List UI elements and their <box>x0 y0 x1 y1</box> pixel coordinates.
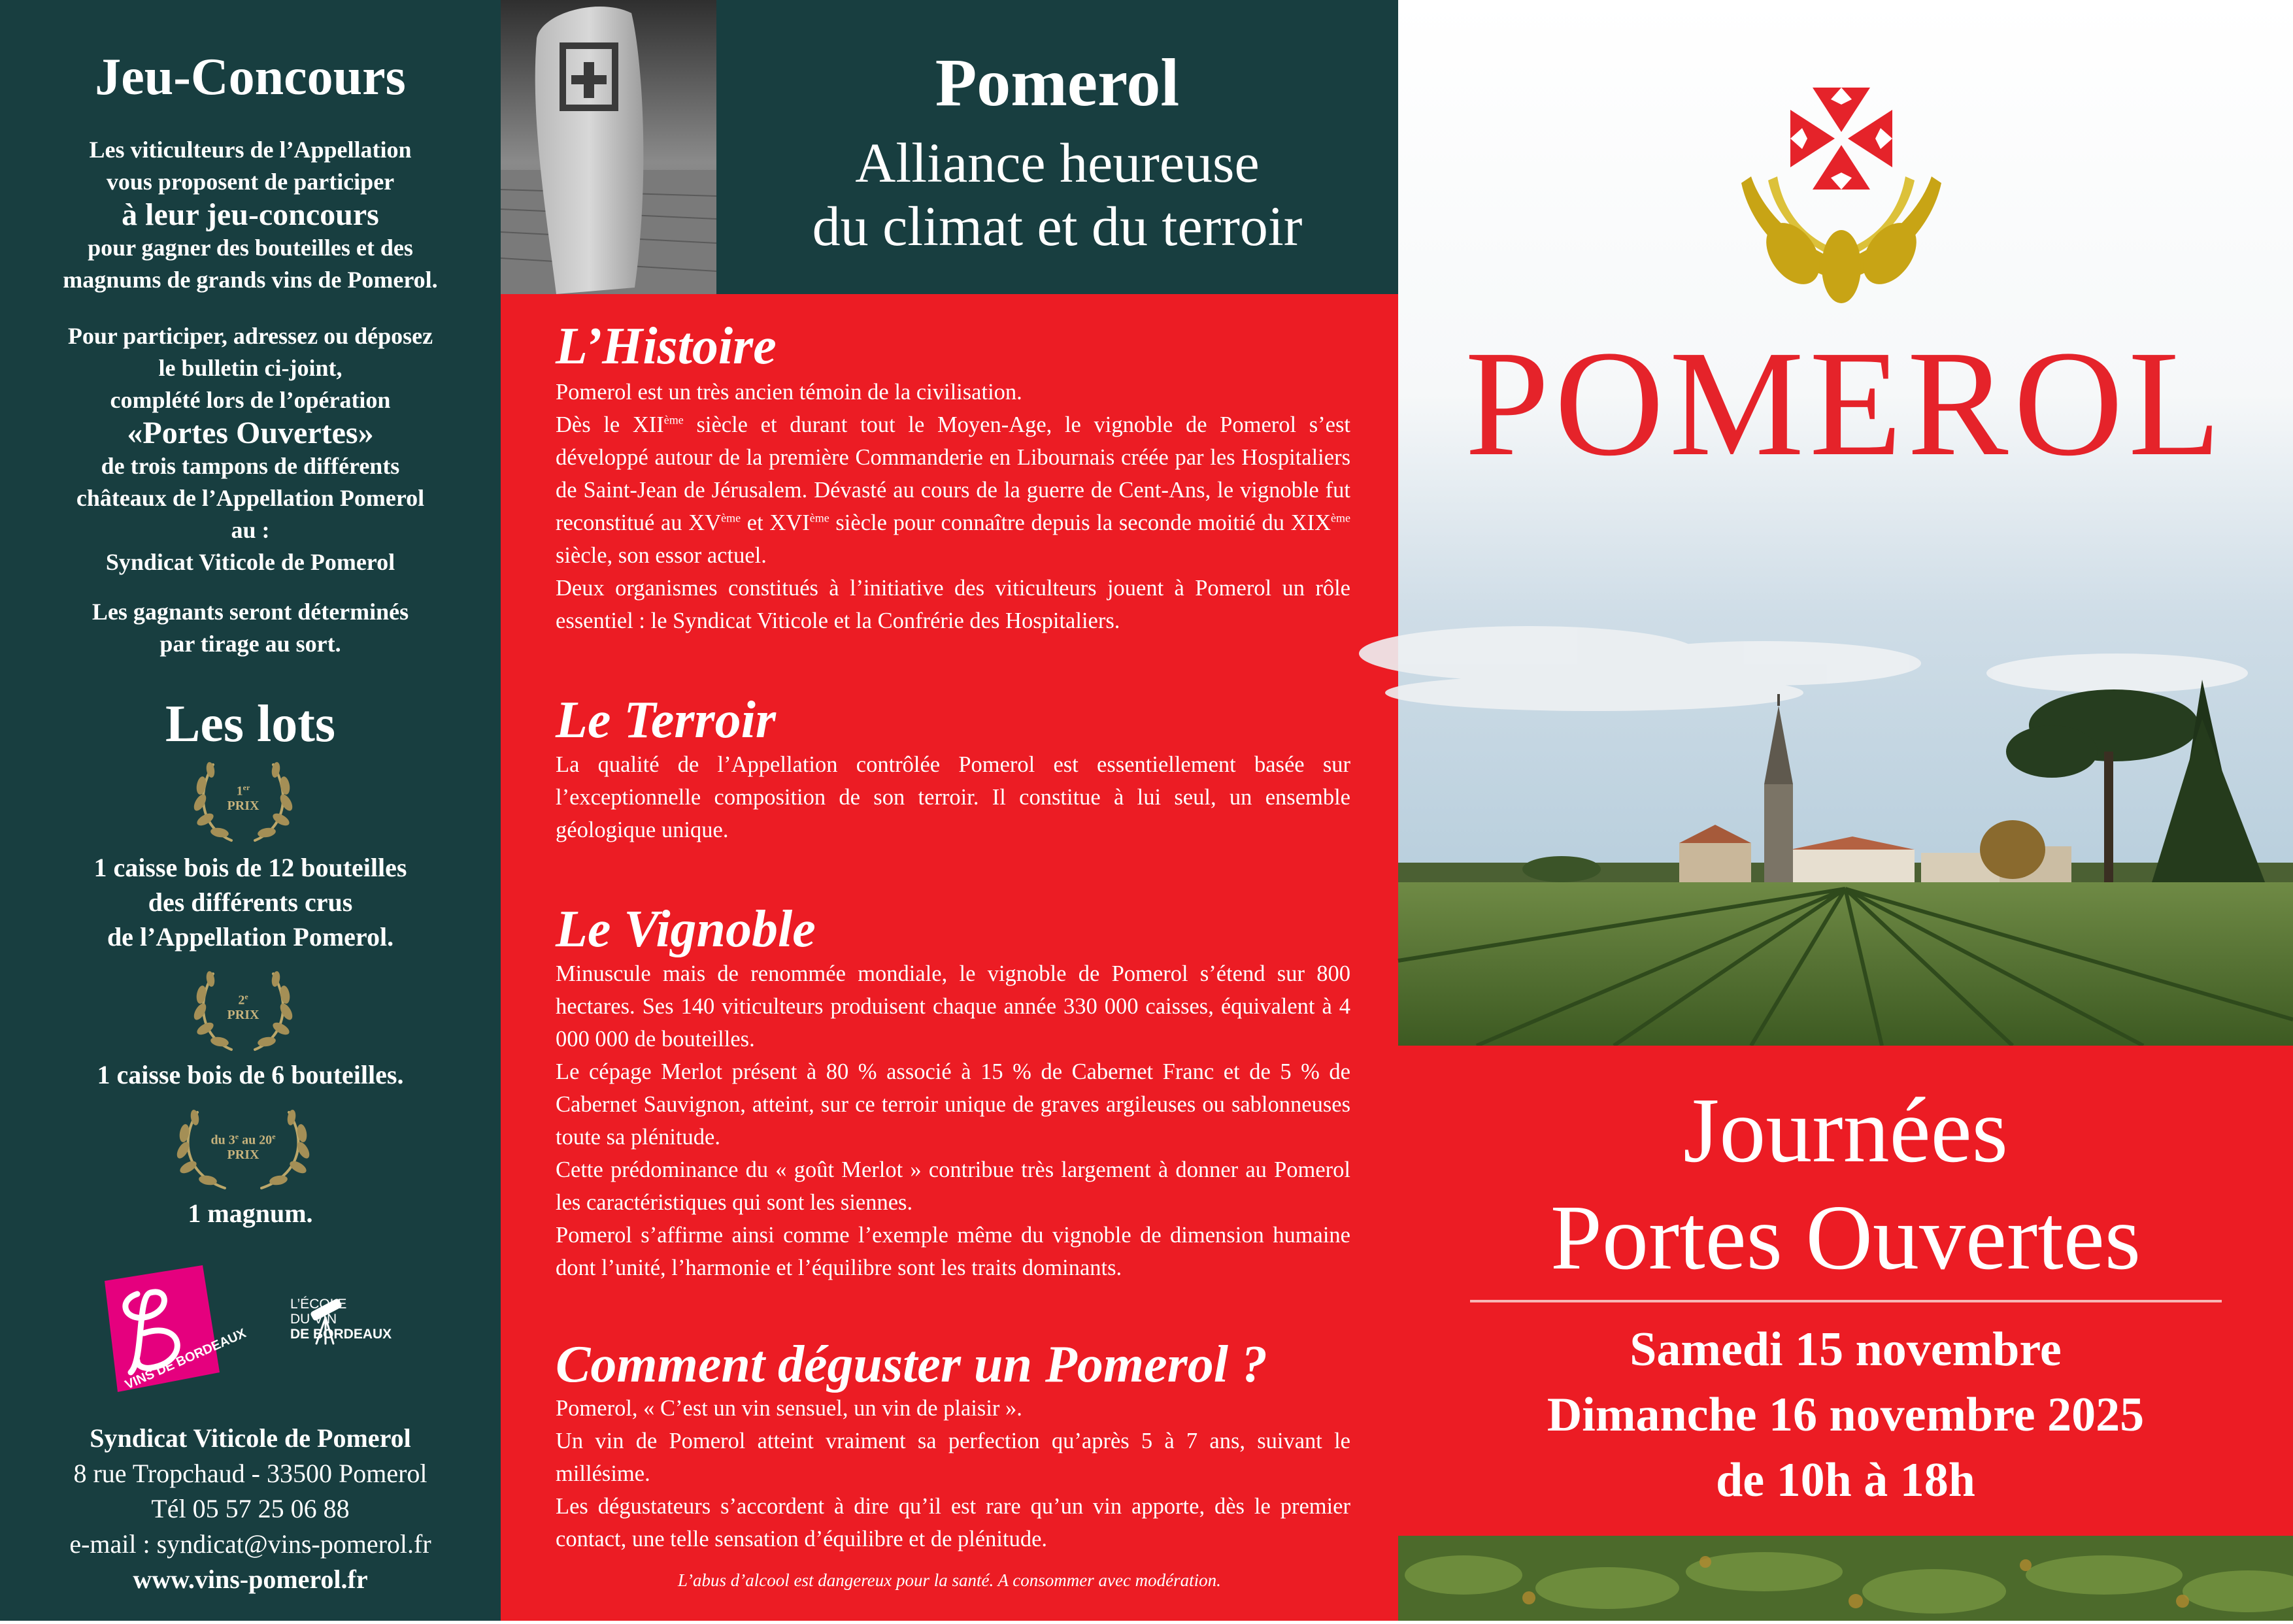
prize-3-text <box>0 1196 501 1231</box>
contact-email[interactable]: e-mail : syndicat@vins-pomerol.fr <box>69 1529 431 1559</box>
stone-cross-photo <box>501 0 716 294</box>
winners-line: par tirage au sort. <box>159 631 341 657</box>
lots-title: Les lots <box>165 695 335 753</box>
paragraph: Pomerol est un très ancien témoin de la civilisation. <box>556 380 1022 405</box>
contact-address: 8 rue Tropchaud - 33500 Pomerol <box>73 1459 427 1488</box>
prize-line: 1 magnum. <box>188 1199 313 1228</box>
howto-line: complété lors de l’opération <box>110 387 391 413</box>
prize-badge-label: 1er PRIX <box>227 783 259 813</box>
middle-header <box>716 0 1398 294</box>
vins-de-bordeaux-logo <box>92 1261 248 1400</box>
laurel-wreath-icon <box>191 757 295 848</box>
howto-line-highlight: «Portes Ouvertes» <box>127 416 374 450</box>
contact-org: Syndicat Viticole de Pomerol <box>90 1423 411 1453</box>
paragraph: Cette prédominance du « goût Merlot » contribue très largement à donner au Pomerol les caractéristiques qui sont les siennes. <box>556 1157 1350 1215</box>
alcohol-disclaimer: L’abus d’alcool est dangereux pour la santé. A consommer avec modération. <box>678 1570 1221 1590</box>
section-body-deguster <box>556 1392 1350 1555</box>
howto-line: de trois tampons de différents <box>101 453 400 479</box>
howto-line: Pour participer, adressez ou déposez <box>67 323 433 349</box>
paragraph: Le cépage Merlot présent à 80 % associé à 15 % de Cabernet Franc et de 5 % de Cabernet Sauvignon, atteint, sur ce terroir unique de graves argileuses ou sablonneuses toute sa plénitude. <box>556 1059 1350 1150</box>
howto-line: châteaux de l’Appellation Pomerol <box>76 485 425 511</box>
prize-1-text <box>0 850 501 954</box>
ecole-text: L’ÉCOLE DU VIN DE BORDEAUX <box>290 1297 392 1342</box>
paragraph: Minuscule mais de renommée mondiale, le vignoble de Pomerol s’étend sur 800 hectares. Ses 140 viticulteurs produisent chaque année 330 000 caisses, équivalent à 4 000 000 de bouteilles. <box>556 961 1350 1052</box>
middle-header-subtitle-2: du climat et du terroir <box>812 195 1303 257</box>
laurel-wreath-icon <box>171 1104 315 1196</box>
howto-line: le bulletin ci-joint, <box>158 355 343 381</box>
logo-vins-text: VINS DE BORDEAUX <box>123 1326 248 1393</box>
left-panel <box>0 0 501 1621</box>
section-title-vignoble: Le Vignoble <box>556 901 816 958</box>
paragraph: Pomerol s’affirme ainsi comme l’exemple même du vignoble de dimension humaine dont l’unité, l’harmonie et l’équilibre sont les traits dominants. <box>556 1223 1350 1280</box>
paragraph: Pomerol, « C’est un vin sensuel, un vin de plaisir ». <box>556 1396 1022 1421</box>
event-box <box>1398 1046 2293 1536</box>
prize-2-text <box>0 1057 501 1092</box>
paragraph: Les dégustateurs s’accordent à dire qu’il est rare qu’un vin apporte, dès le premier contact, une telle sensation d’équilibre et de plénitude. <box>556 1494 1350 1551</box>
contest-title: Jeu-Concours <box>95 48 406 106</box>
event-title-2: Portes Ouvertes <box>1550 1185 2141 1289</box>
event-hours: de 10h à 18h <box>1716 1453 1975 1507</box>
paragraph: Un vin de Pomerol atteint vraiment sa perfection qu’après 5 à 7 ans, suivant le millésime. <box>556 1429 1350 1486</box>
vineyard-landscape-photo <box>1398 0 2293 1046</box>
howto-line: au : <box>231 517 270 543</box>
section-body-terroir <box>556 748 1350 846</box>
prize-badge-label: du 3e au 20e PRIX <box>210 1132 276 1162</box>
event-date-2: Dimanche 16 novembre 2025 <box>1547 1388 2145 1442</box>
intro-line-highlight: à leur jeu-concours <box>122 197 379 232</box>
paragraph: Deux organismes constitués à l’initiative des viticulteurs jouent à Pomerol un rôle essentiel : le Syndicat Viticole et la Confrérie des Hospitaliers. <box>556 576 1350 633</box>
section-title-terroir: Le Terroir <box>556 691 777 749</box>
section-body-vignoble <box>556 957 1350 1284</box>
divider <box>1470 1300 2222 1302</box>
middle-header-title: Pomerol <box>935 45 1180 120</box>
event-title-1: Journées <box>1683 1078 2008 1182</box>
paragraph: Dès le XIIème siècle et durant tout le Moyen-Age, le vignoble de Pomerol s’est développé autour de la première Commanderie en Libournais créée par les Hospitaliers de Saint-Jean de Jérusalem. Dévasté au cours de la guerre de Cent-Ans, le vignoble fut reconstitué au XVème et XVIème siècle pour connaître depuis la seconde moitié du XIXème siècle, son essor actuel. <box>556 412 1350 568</box>
prize-badge-label: 2e PRIX <box>227 992 259 1022</box>
middle-header-subtitle-1: Alliance heureuse <box>855 131 1260 194</box>
intro-line: magnums de grands vins de Pomerol. <box>63 267 438 293</box>
brand-wordmark: POMEROL <box>1465 320 2226 488</box>
laurel-wreath-icon <box>191 966 295 1057</box>
paragraph: La qualité de l’Appellation contrôlée Pomerol est essentiellement basée sur l’exceptionnelle composition de son terroir. Il constitue à lui seul, un ensemble géologique unique. <box>556 752 1350 842</box>
intro-line: Les viticulteurs de l’Appellation <box>89 137 412 163</box>
intro-line: pour gagner des bouteilles et des <box>88 235 413 261</box>
contact-website[interactable]: www.vins-pomerol.fr <box>133 1565 368 1594</box>
prize-line: 1 caisse bois de 6 bouteilles. <box>97 1060 404 1089</box>
winners-line: Les gagnants seront déterminés <box>92 599 409 625</box>
contest-intro <box>0 134 501 296</box>
event-date-1: Samedi 15 novembre <box>1630 1323 2062 1376</box>
prize-line: des différents crus <box>148 887 353 917</box>
section-body-histoire <box>556 376 1350 637</box>
prize-line: de l’Appellation Pomerol. <box>107 922 394 952</box>
contest-howto <box>0 320 501 578</box>
contest-winners <box>0 596 501 660</box>
prize-line: 1 caisse bois de 12 bouteilles <box>93 853 407 882</box>
intro-line: vous proposent de participer <box>106 169 395 195</box>
vineyard-bottom-strip <box>1398 1536 2293 1621</box>
middle-body <box>501 294 1398 1621</box>
ecole-du-vin-logo <box>247 1294 404 1346</box>
contact-phone: Tél 05 57 25 06 88 <box>151 1494 350 1523</box>
section-title-deguster: Comment déguster un Pomerol ? <box>556 1336 1267 1393</box>
section-title-histoire: L’Histoire <box>556 318 777 375</box>
contact-block <box>0 1421 501 1597</box>
howto-line: Syndicat Viticole de Pomerol <box>105 549 395 575</box>
vineyard-hero <box>1398 0 2293 1046</box>
